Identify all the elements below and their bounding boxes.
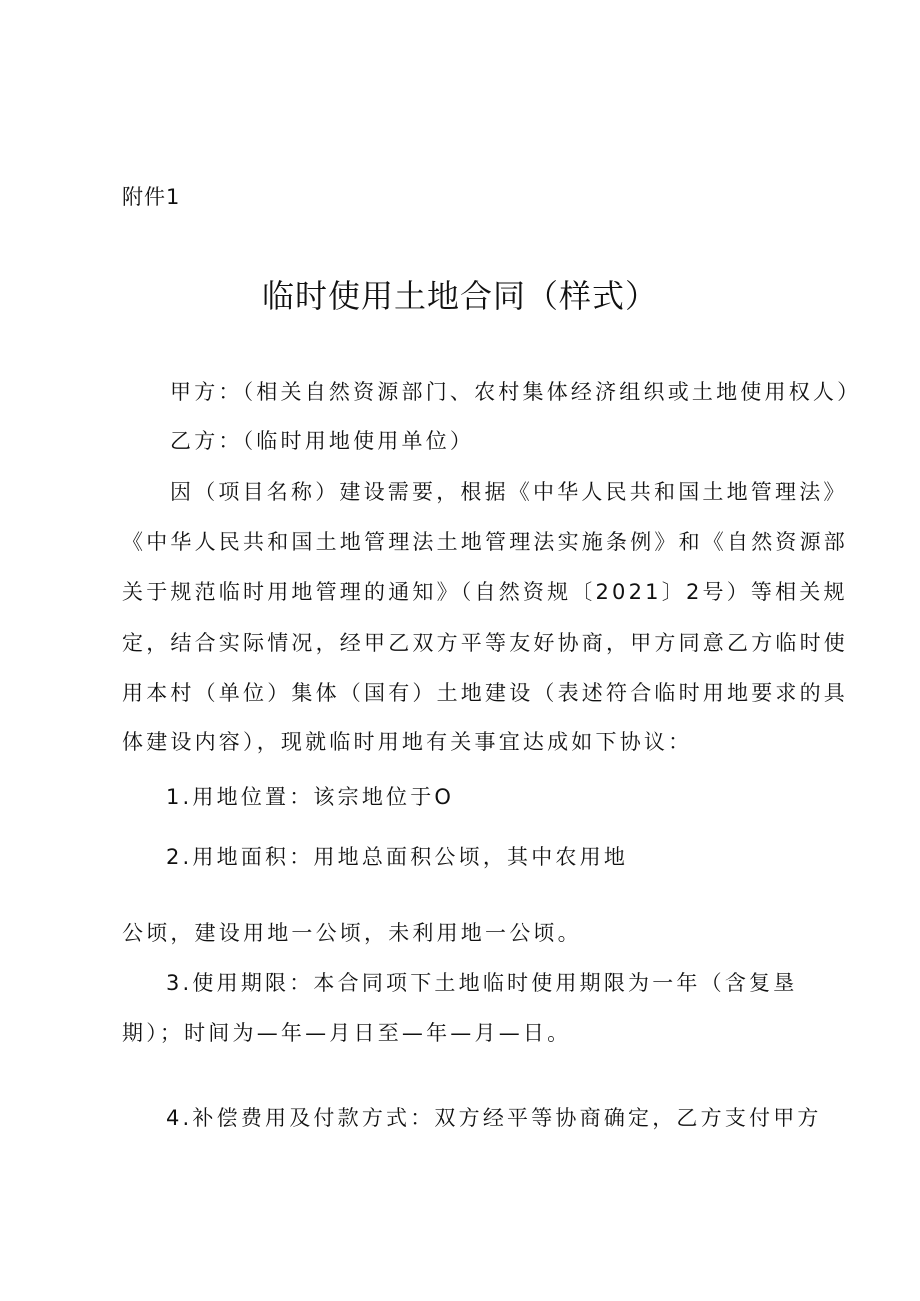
preamble-line: 定，结合实际情况，经甲乙双方平等友好协商，甲方同意乙方临时使 xyxy=(122,631,848,655)
preamble-line: 关于规范临时用地管理的通知》（自然资规〔2021〕2号）等相关规 xyxy=(122,580,848,604)
preamble-line: 用本村（单位）集体（国有）土地建设（表述符合临时用地要求的具 xyxy=(122,681,848,705)
clause-3-line-2: 期）；时间为—年—月日至—年—月—日。 xyxy=(122,1021,572,1045)
document-title: 临时使用土地合同（样式） xyxy=(261,277,658,315)
preamble-line: 《中华人民共和国土地管理法土地管理法实施条例》和《自然资源部 xyxy=(122,530,848,554)
party-a: 甲方：（相关自然资源部门、农村集体经济组织或土地使用权人） xyxy=(170,380,862,404)
attachment-label: 附件1 xyxy=(122,185,181,209)
clause-3-line-1: 3.使用期限：本合同项下土地临时使用期限为一年（含复垦 xyxy=(166,971,798,995)
clause-2-line-1: 2.用地面积：用地总面积公顷，其中农用地 xyxy=(166,845,629,869)
preamble-line: 体建设内容），现就临时用地有关事宜达成如下协议： xyxy=(122,730,693,754)
clause-2-line-2: 公顷，建设用地一公顷，未利用地一公顷。 xyxy=(122,921,582,945)
clause-1: 1.用地位置：该宗地位于O xyxy=(166,785,455,809)
clause-4-line-1: 4.补偿费用及付款方式：双方经平等协商确定，乙方支付甲方 xyxy=(166,1106,822,1130)
party-b: 乙方：（临时用地使用单位） xyxy=(170,429,475,453)
preamble-line: 因（项目名称）建设需要，根据《中华人民共和国土地管理法》 xyxy=(170,480,848,504)
